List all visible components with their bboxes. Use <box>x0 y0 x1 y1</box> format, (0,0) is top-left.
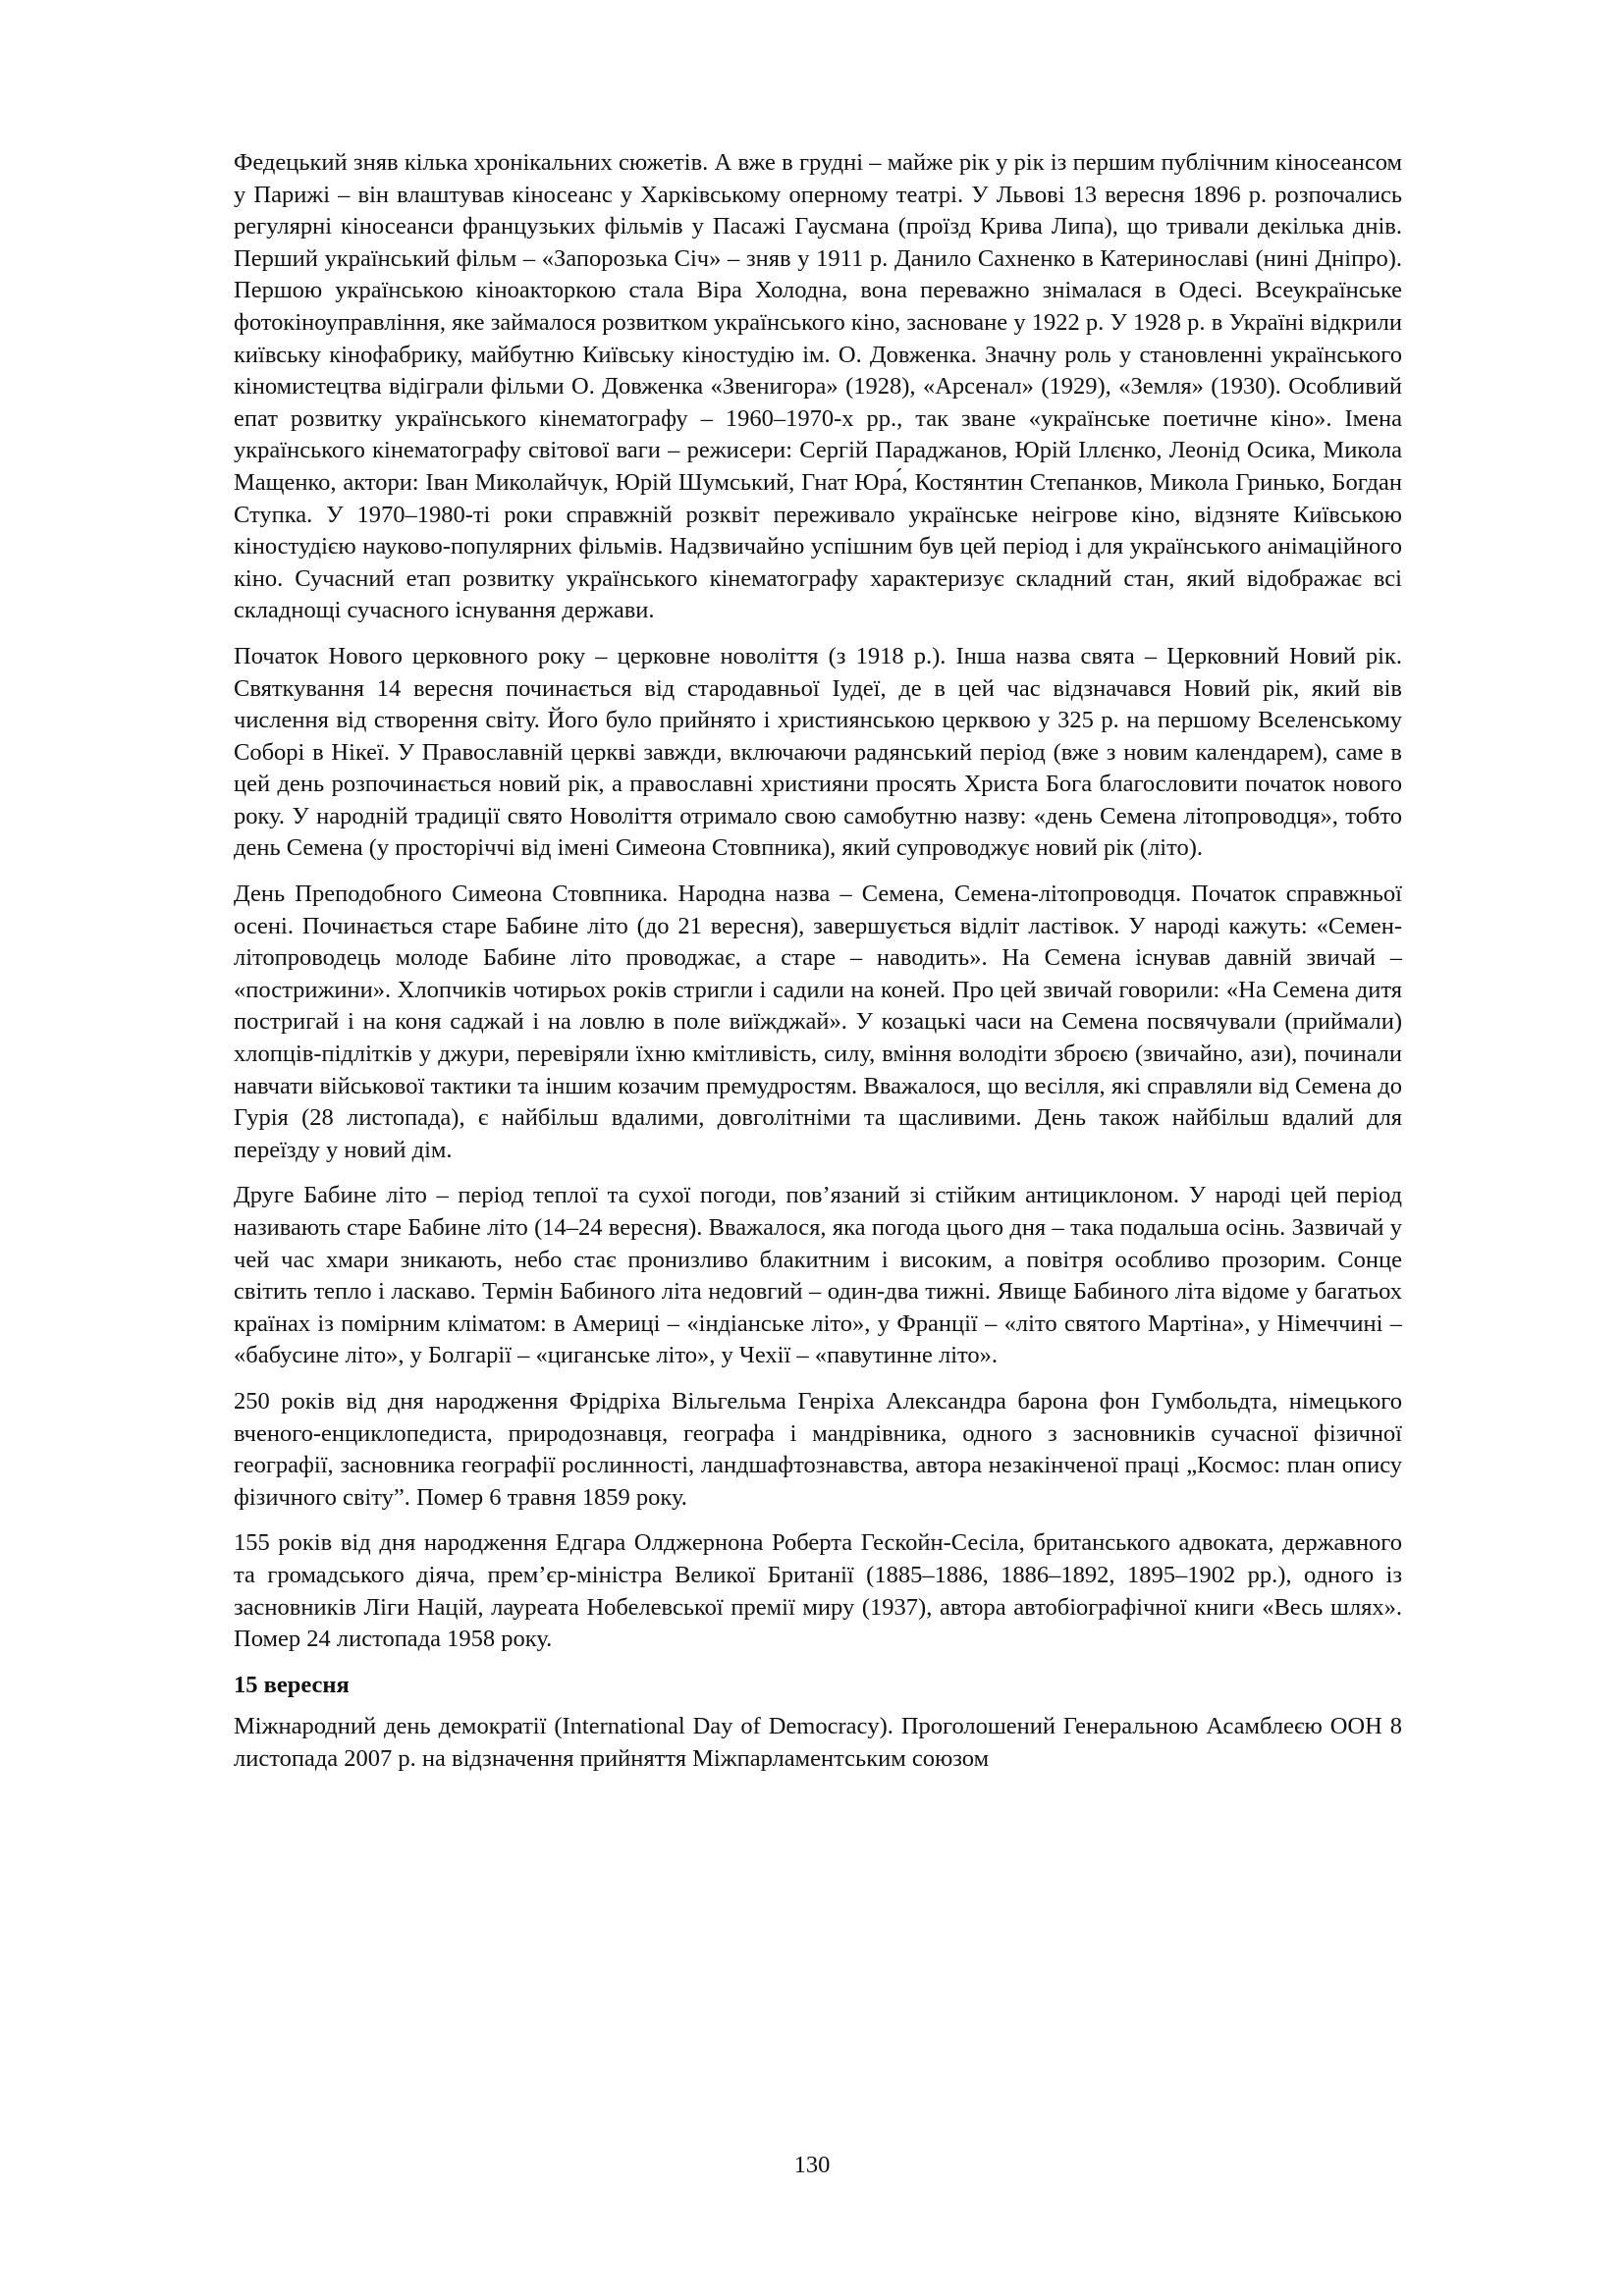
page-content <box>234 147 1402 1789</box>
paragraph-cecil: 155 років від дня народження Едгара Олджернона Роберта Гескойн-Сесіла, британського адвоката, державного та громадського діяча, прем’єр-міністра Великої Британії (1885–1886, 1886–1892, 1895–1902 рр.), одного із засновників Ліги Націй, лауреата Нобелевської премії миру (1937), автора автобіографічної книги «Весь шлях». Помер 24 листопада 1958 року. <box>234 1529 1402 1653</box>
paragraph-humboldt: 250 років від дня народження Фрідріха Вільгельма Генріха Александра барона фон Гумбольдта, німецького вченого-енциклопедиста, природознавця, географа і мандрівника, одного з засновників сучасної фізичної географії, засновника географії рослинності, ландшафтознавства, автора незакінченої праці „Космос: план опису фізичного світу”. Помер 6 травня 1859 року. <box>234 1387 1402 1511</box>
paragraph-cinema-history: Федецький зняв кілька хронікальних сюжетів. А вже в грудні – майже рік у рік із першим публічним кіносеансом у Парижі – він влаштував кіносеанс у Харківському оперному театрі. У Львові 13 вересня 1896 р. розпочались регулярні кіносеанси французьких фільмів у Пасажі Гаусмана (проїзд Крива Липа), що тривали декілька днів. Перший український фільм – «Запорозька Січ» – зняв у 1911 р. Данило Сахненко в Катеринославі (нині Дніпро). Першою українською кіноакторкою стала Віра Холодна, вона переважно знімалася в Одесі. Всеукраїнське фотокіноуправління, яке займалося розвитком українського кіно, засноване у 1922 р. У 1928 р. в Україні відкрили київську кінофабрику, майбутню Київську кіностудію ім. О. Довженка. Значну роль у становленні українського кіномистецтва відіграли фільми О. Довженка «Звенигора» (1928), «Арсенал» (1929), «Земля» (1930). Особливий епат розвитку українського кінематографу – 1960–1970-х рр., так зване «українське поетичне кіно». Імена українського кінематографу світової ваги – режисери: Сергій Параджанов, Юрій Іллєнко, Леонід Осика, Микола Мащенко, актори: Іван Миколайчук, Юрій Шумський, Гнат Юра́, Костянтин Степанков, Микола Гринько, Богдан Ступка. У 1970–1980-ті роки справжній розквіт переживало українське неігрове кіно, відзняте Київською кіностудією науково-популярних фільмів. Надзвичайно успішним був цей період і для українського анімаційного кіно. Сучасний етап розвитку українського кінематографу характеризує складний стан, який відображає всі складнощі сучасного існування держави. <box>234 149 1402 624</box>
date-heading: 15 вересня <box>234 1671 350 1698</box>
page-number: 130 <box>793 2152 831 2178</box>
paragraph-church-new-year: Початок Нового церковного року – церковне новоліття (з 1918 р.). Інша назва свята – Церковний Новий рік. Святкування 14 вересня починається від стародавньої Іудеї, де в цей час відзначався Новий рік, який вів числення від створення світу. Його було прийнято і християнською церквою у 325 р. на першому Вселенському Соборі в Нікеї. У Православній церкві завжди, включаючи радянський період (вже з новим календарем), саме в цей день розпочинається новий рік, а православні християни просять Христа Бога благословити початок нового року. У народній традиції свято Новоліття отримало свою самобутню назву: «день Семена літопроводця», тобто день Семена (у просторіччі від імені Симеона Стовпника), який супроводжує новий рік (літо). <box>234 642 1402 862</box>
paragraph-indian-summer: Друге Бабине літо – період теплої та сухої погоди, пов’язаний зі стійким антициклоном. У народі цей період називають старе Бабине літо (14–24 вересня). Вважалося, яка погода цього дня – така подальша осінь. Зазвичай у чей час хмари зникають, небо стає пронизливо блакитним і високим, а повітря особливо прозорим. Сонце світить тепло і ласкаво. Термін Бабиного літа недовгий – один-два тижні. Явище Бабиного літа відоме у багатьох країнах із помірним кліматом: в Америці – «індіанське літо», у Франції – «літо святого Мартіна», у Німеччині – «бабусине літо», у Болгарії – «циганське літо», у Чехії – «павутинне літо». <box>234 1182 1402 1369</box>
paragraph-democracy-day: Міжнародний день демократії (International Day of Democracy). Проголошений Генеральною Асамблеєю ООН 8 листопада 2007 р. на відзначення прийняття Міжпарламентським союзом <box>234 1713 1402 1772</box>
paragraph-simeon-day: День Преподобного Симеона Стовпника. Народна назва – Семена, Семена-літопроводця. Початок справжньої осені. Починається старе Бабине літо (до 21 вересня), завершується відліт ластівок. У народі кажуть: «Семен-літопроводець молоде Бабине літо проводжає, а старе – наводить». На Семена існував давній звичай – «пострижини». Хлопчиків чотирьох років стригли і садили на коней. Про цей звичай говорили: «На Семена дитя постригай і на коня саджай і на ловлю в поле виїжджай». У козацькі часи на Семена посвячували (приймали) хлопців-підлітків у джури, перевіряли їхню кмітливість, силу, вміння володіти зброєю (звичайно, ази), починали навчати військової тактики та іншим козачим премудростям. Вважалося, що весілля, які справляли від Семена до Гурія (28 листопада), є найбільш вдалими, довголітніми та щасливими. День також найбільш вдалий для переїзду у новий дім. <box>234 881 1402 1163</box>
